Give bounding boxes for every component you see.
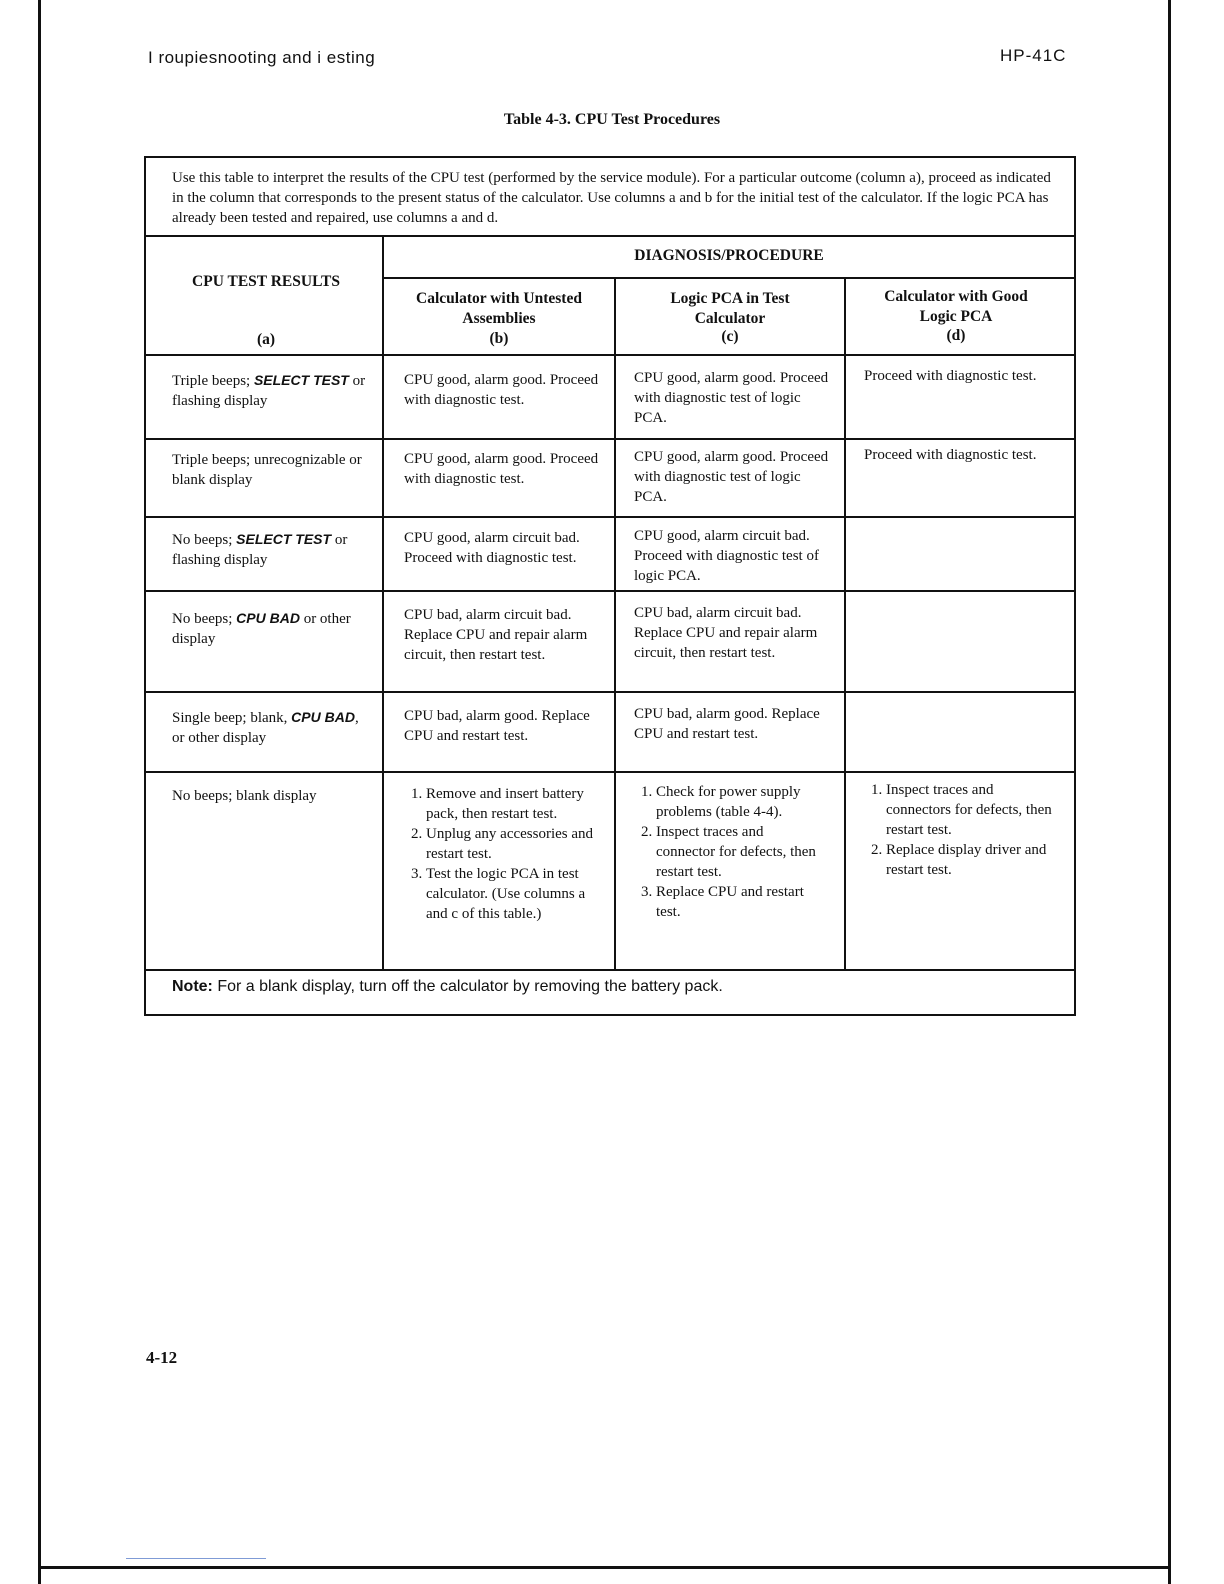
cpu-test-table	[144, 156, 1076, 1016]
table-note	[172, 978, 723, 996]
row-divider-2	[146, 516, 1074, 518]
header-col-d: Calculator with Good Logic PCA	[884, 288, 1028, 325]
row-divider-4	[146, 691, 1074, 693]
scan-left-edge	[38, 0, 41, 1584]
row-1-col-b: CPU good, alarm good. Proceed with diagnostic test.	[404, 372, 599, 408]
row-6-col-b-step: 1. Remove and insert battery pack, then restart test.	[426, 784, 594, 824]
row-3-col-b: CPU good, alarm circuit bad. Proceed with diagnostic test.	[404, 530, 580, 566]
running-header-right: HP-41C	[1000, 46, 1067, 65]
note-divider	[146, 969, 1074, 971]
row-6-col-b-step: 3. Test the logic PCA in test calculator. (Use columns a and c of this table.)	[426, 864, 594, 924]
row-2-result: Triple beeps; unrecognizable or blank display	[172, 452, 362, 488]
header-results-letter: (a)	[256, 331, 276, 348]
row-6-col-c-step: 2. Inspect traces and connector for defects, then restart test.	[656, 822, 826, 882]
row-6-result: No beeps; blank display	[172, 788, 317, 804]
scan-artifact-line	[126, 1558, 266, 1559]
row-6-col-c	[634, 782, 826, 922]
diagnosis-divider	[384, 277, 1074, 279]
row-4-col-b: CPU bad, alarm circuit bad. Replace CPU and repair alarm circuit, then restart test.	[404, 607, 588, 663]
row-2-col-c: CPU good, alarm good. Proceed with diagnostic test of logic PCA.	[634, 449, 829, 505]
header-results: CPU TEST RESULTS	[192, 273, 340, 290]
row-6-col-c-step: 1. Check for power supply problems (table 4-4).	[656, 782, 826, 822]
row-5-col-b: CPU bad, alarm good. Replace CPU and restart test.	[404, 708, 590, 744]
row-divider-5	[146, 771, 1074, 773]
running-header-left: I roupiesnooting and i esting	[148, 48, 376, 67]
header-col-d-letter: (d)	[946, 327, 966, 344]
header-col-c: Logic PCA in Test Calculator	[670, 290, 790, 327]
col-divider-b	[614, 278, 616, 971]
header-diagnosis: DIAGNOSIS/PROCEDURE	[634, 247, 824, 264]
scan-right-edge	[1168, 0, 1171, 1584]
scan-bottom-edge	[38, 1566, 1171, 1569]
header-col-b-letter: (b)	[489, 330, 509, 347]
row-2-col-d: Proceed with diagnostic test.	[864, 447, 1037, 463]
row-6-col-d-step: 1. Inspect traces and connectors for defects, then restart test.	[886, 780, 1060, 840]
header-col-b: Calculator with Untested Assemblies	[416, 290, 582, 327]
col-divider-a	[382, 237, 384, 971]
row-1-col-d: Proceed with diagnostic test.	[864, 368, 1037, 384]
row-6-col-d-step: 2. Replace display driver and restart test.	[886, 840, 1060, 880]
note-label: Note:	[172, 978, 213, 995]
row-5-col-c: CPU bad, alarm good. Replace CPU and restart test.	[634, 706, 820, 742]
row-1-result: Triple beeps; SELECT TEST or flashing display	[172, 372, 366, 409]
row-4-result: No beeps; CPU BAD or other display	[172, 610, 351, 647]
row-divider-3	[146, 590, 1074, 592]
row-1-col-c: CPU good, alarm good. Proceed with diagnostic test of logic PCA.	[634, 370, 829, 426]
note-text: For a blank display, turn off the calculator by removing the battery pack.	[212, 978, 723, 995]
row-divider-1	[146, 438, 1074, 440]
col-divider-c	[844, 278, 846, 971]
row-3-col-c: CPU good, alarm circuit bad. Proceed with diagnostic test of logic PCA.	[634, 528, 819, 584]
table-intro: Use this table to interpret the results of the CPU test (performed by the service module). For a particular outcome (column a), proceed as indicated in the column that corresponds to the present status of the calculator. Use columns a and b for the initial test of the calculator. If the logic PCA has already been tested and repaired, use columns a and d.	[146, 158, 1074, 237]
row-6-col-b	[404, 784, 594, 924]
header-col-c-letter: (c)	[721, 328, 739, 345]
row-2-col-b: CPU good, alarm good. Proceed with diagnostic test.	[404, 451, 599, 487]
table-title: Table 4-3. CPU Test Procedures	[503, 111, 721, 128]
row-6-col-c-step: 3. Replace CPU and restart test.	[656, 882, 826, 922]
row-4-col-c: CPU bad, alarm circuit bad. Replace CPU and repair alarm circuit, then restart test.	[634, 605, 818, 661]
page-number: 4-12	[146, 1348, 178, 1367]
row-5-result: Single beep; blank, CPU BAD, or other display	[172, 709, 359, 746]
header-bottom-line	[146, 354, 1074, 356]
row-6-col-d	[864, 780, 1060, 880]
row-6-col-b-step: 2. Unplug any accessories and restart test.	[426, 824, 594, 864]
row-3-result: No beeps; SELECT TEST or flashing display	[172, 531, 348, 568]
